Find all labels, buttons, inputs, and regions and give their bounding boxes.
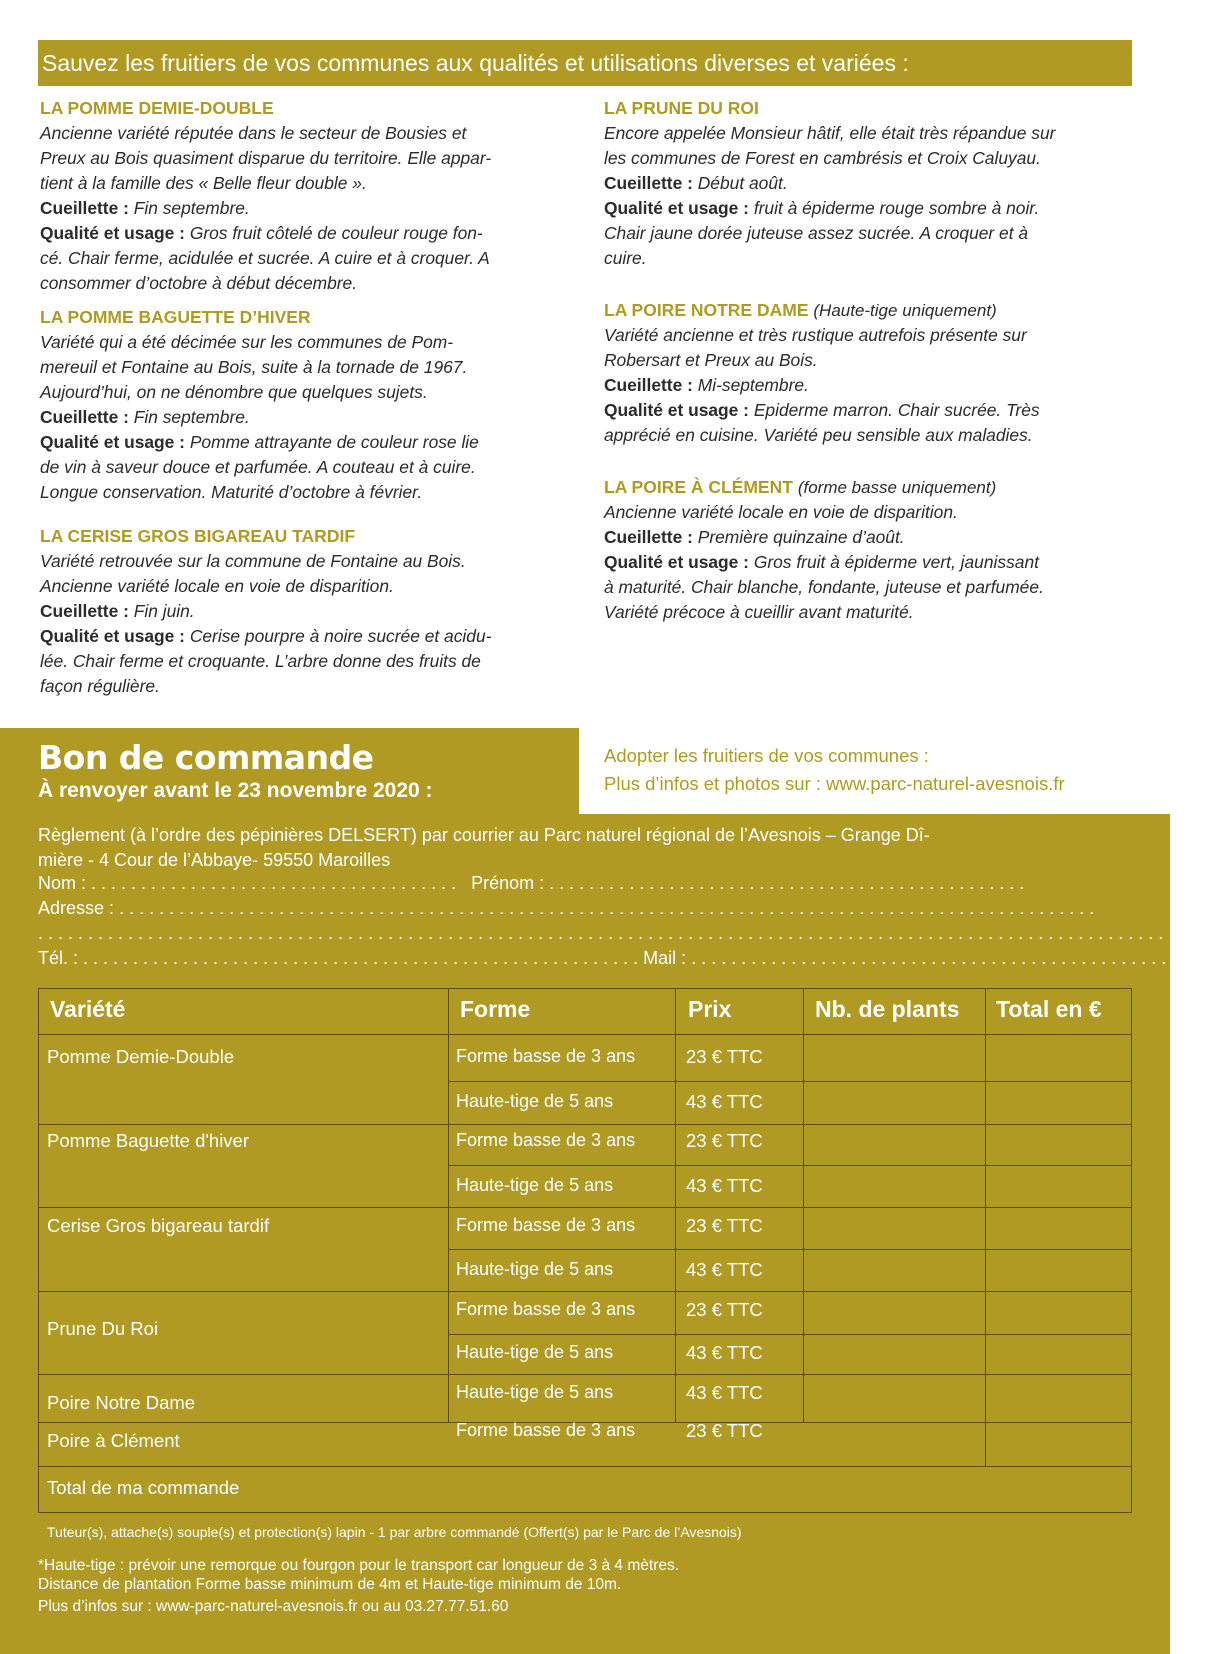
table-border — [985, 988, 986, 1467]
cueillette-value: Fin juin. — [133, 601, 195, 621]
forme-cell: Haute-tige de 5 ans — [456, 1382, 614, 1402]
cueillette-line — [40, 196, 570, 221]
forme-cell: Haute-tige de 5 ans — [456, 1259, 614, 1279]
forme-cell: Haute-tige de 5 ans — [456, 1091, 614, 1111]
qualite-value: à maturité. Chair blanche, fondante, juteuse et parfumée. — [604, 577, 1044, 597]
adopt-link[interactable]: Plus d’infos et photos sur : www.parc-naturel-avesnois.fr — [604, 773, 1065, 794]
qualite-value: Variété précoce à cueillir avant maturité. — [604, 602, 914, 622]
price-cell: 43 € TTC — [686, 1175, 763, 1196]
qualite-line — [40, 624, 570, 649]
nom-label: Nom : — [38, 873, 87, 893]
mail-field[interactable]: . . . . . . . . . . . . . . . . . . . . . . . . . . . . . . . . . . . . . . . . . . . . . . . . . . . . . . — [691, 948, 1226, 968]
variety-cell: Poire à Clément — [47, 1430, 180, 1451]
qualite-label: Qualité et usage : — [40, 432, 185, 452]
table-border — [448, 988, 449, 1423]
table-border — [448, 1249, 1132, 1250]
qualite-label: Qualité et usage : — [604, 552, 749, 572]
address-field-line-2[interactable]: . . . . . . . . . . . . . . . . . . . . . . . . . . . . . . . . . . . . . . . . . . . . . . . . . . . . . . . . . . . . . . . . . . . . . . . . . . . . . . . . . . . . . . . . . . . . . . . . . . . . . . . . . . . . . . . . . — [38, 923, 1164, 943]
variety-title: LA POMME BAGUETTE D’HIVER — [40, 307, 311, 327]
price-cell: 23 € TTC — [686, 1420, 763, 1441]
prenom-label: Prénom : — [471, 873, 545, 893]
variety-cell: Cerise Gros bigareau tardif — [47, 1215, 270, 1236]
footnote-line: *Haute-tige : prévoir une remorque ou fourgon pour le transport car longueur de 3 à 4 mètres. — [38, 1557, 680, 1574]
varieties-left-column — [40, 96, 570, 708]
prenom-field[interactable]: . . . . . . . . . . . . . . . . . . . . . . . . . . . . . . . . . . . . . . . . . . . . . . . . — [549, 873, 1025, 893]
qualite-line — [604, 398, 1134, 423]
reglement-line: mière - 4 Cour de l’Abbaye- 59550 Maroilles — [38, 850, 391, 870]
adopt-info — [604, 742, 1065, 798]
tel-field[interactable]: . . . . . . . . . . . . . . . . . . . . . . . . . . . . . . . . . . . . . . . . . . . . . . . . . . . . . . . . — [83, 948, 639, 968]
footnote-line: Plus d’infos sur : www-parc-naturel-avesnois.fr ou au 03.27.77.51.60 — [38, 1598, 509, 1615]
qualite-value: apprécié en cuisine. Variété peu sensible aux maladies. — [604, 425, 1033, 445]
variety-description — [40, 121, 570, 196]
table-border — [38, 1207, 1132, 1208]
cueillette-value: Fin septembre. — [133, 198, 250, 218]
variety-poire-a-clement — [604, 475, 1134, 625]
cueillette-label: Cueillette : — [40, 198, 129, 218]
cueillette-line — [604, 525, 1134, 550]
qualite-label: Qualité et usage : — [604, 198, 749, 218]
variety-cell: Pomme Baguette d'hiver — [47, 1130, 250, 1151]
order-table — [38, 988, 1132, 1513]
cueillette-line — [40, 599, 570, 624]
desc-line: tient à la famille des « Belle fleur double ». — [40, 173, 367, 193]
qualite-value: Longue conservation. Maturité d’octobre à février. — [40, 482, 423, 502]
qualite-value: Cerise pourpre à noire sucrée et acidu- — [189, 626, 492, 646]
table-border — [448, 1081, 1132, 1082]
qualite-value: Epiderme marron. Chair sucrée. Très — [753, 400, 1040, 420]
desc-line: mereuil et Fontaine au Bois, suite à la tornade de 1967. — [40, 357, 468, 377]
cueillette-label: Cueillette : — [40, 601, 129, 621]
header-variete: Variété — [50, 996, 126, 1022]
qualite-value: consommer d’octobre à début décembre. — [40, 273, 358, 293]
adresse-field[interactable]: . . . . . . . . . . . . . . . . . . . . . . . . . . . . . . . . . . . . . . . . . . . . . . . . . . . . . . . . . . . . . . . . . . . . . . . . . . . . . . . . . . . . . . . . . . . . . . . . . . — [119, 898, 1095, 918]
variety-title-text: LA POIRE À CLÉMENT — [604, 477, 793, 497]
table-border — [38, 1034, 1132, 1035]
qualite-value: Gros fruit côtelé de couleur rouge fon- — [189, 223, 483, 243]
desc-line: Preux au Bois quasiment disparue du territoire. Elle appar- — [40, 148, 492, 168]
forme-cell: Forme basse de 3 ans — [456, 1130, 636, 1150]
payment-instructions — [38, 823, 1138, 873]
desc-line: Ancienne variété locale en voie de disparition. — [40, 576, 394, 596]
desc-line: Robersart et Preux au Bois. — [604, 350, 818, 370]
variety-title: LA POMME DEMIE-DOUBLE — [40, 98, 274, 118]
price-cell: 23 € TTC — [686, 1299, 763, 1320]
variety-pomme-demie-double — [40, 96, 570, 296]
table-border — [803, 988, 804, 1423]
adopt-line: Adopter les fruitiers de vos communes : — [604, 745, 929, 766]
qualite-value: façon régulière. — [40, 676, 160, 696]
variety-title-note: (Haute-tige uniquement) — [813, 301, 997, 320]
banner-heading: Sauvez les fruitiers de vos communes aux qualités et utilisations diverses et variées : — [38, 40, 1132, 86]
cueillette-label: Cueillette : — [604, 375, 693, 395]
table-border — [38, 1124, 1132, 1125]
name-fields-line — [38, 873, 1132, 894]
qualite-value: Gros fruit à épiderme vert, jaunissant — [753, 552, 1039, 572]
desc-line: Ancienne variété locale en voie de disparition. — [604, 502, 958, 522]
variety-title-note: (forme basse uniquement) — [797, 478, 997, 497]
forme-cell: Forme basse de 3 ans — [456, 1420, 636, 1440]
price-cell: 43 € TTC — [686, 1342, 763, 1363]
qualite-label: Qualité et usage : — [604, 400, 749, 420]
forme-cell: Forme basse de 3 ans — [456, 1046, 636, 1066]
table-border — [38, 988, 1132, 989]
footnote-line: Distance de plantation Forme basse minimum de 4m et Haute-tige minimum de 10m. — [38, 1576, 622, 1593]
variety-title: LA PRUNE DU ROI — [604, 98, 759, 118]
table-border — [448, 1165, 1132, 1166]
cueillette-label: Cueillette : — [604, 173, 693, 193]
cueillette-line — [604, 171, 1134, 196]
variety-poire-notre-dame — [604, 298, 1134, 448]
table-border — [38, 988, 39, 1513]
order-deadline: À renvoyer avant le 23 novembre 2020 : — [38, 779, 433, 802]
variety-description — [40, 330, 570, 405]
variety-title-text: LA POIRE NOTRE DAME — [604, 300, 809, 320]
price-cell: 43 € TTC — [686, 1382, 763, 1403]
price-cell: 23 € TTC — [686, 1215, 763, 1236]
header-total: Total en € — [996, 996, 1102, 1022]
varieties-right-column — [604, 96, 1134, 634]
qualite-value: cé. Chair ferme, acidulée et sucrée. A cuire et à croquer. A — [40, 248, 490, 268]
variety-cell: Poire Notre Dame — [47, 1392, 196, 1413]
footnote — [38, 1556, 679, 1616]
tel-label: Tél. : — [38, 948, 79, 968]
table-border — [38, 1512, 1132, 1513]
table-border — [38, 1291, 1132, 1292]
qualite-label: Qualité et usage : — [40, 223, 185, 243]
variety-title — [604, 475, 1134, 500]
forme-cell: Haute-tige de 5 ans — [456, 1175, 614, 1195]
desc-line: Ancienne variété réputée dans le secteur de Bousies et — [40, 123, 467, 143]
desc-line: Variété qui a été décimée sur les communes de Pom- — [40, 332, 454, 352]
variety-prune-du-roi — [604, 96, 1134, 271]
address-field-line — [38, 898, 1132, 919]
qualite-value: fruit à épiderme rouge sombre à noir. — [753, 198, 1040, 218]
forme-cell: Forme basse de 3 ans — [456, 1299, 636, 1319]
qualite-value: cuire. — [604, 248, 647, 268]
cueillette-value: Fin septembre. — [133, 407, 250, 427]
qualite-line — [604, 550, 1134, 575]
order-form-title: Bon de commande — [38, 738, 374, 777]
cueillette-value: Mi-septembre. — [697, 375, 809, 395]
qualite-line — [40, 430, 570, 455]
cueillette-line — [40, 405, 570, 430]
table-border — [38, 1466, 1132, 1467]
price-cell: 43 € TTC — [686, 1259, 763, 1280]
cueillette-value: Début août. — [697, 173, 788, 193]
qualite-value: de vin à saveur douce et parfumée. A couteau et à cuire. — [40, 457, 476, 477]
qualite-value: lée. Chair ferme et croquante. L’arbre donne des fruits de — [40, 651, 481, 671]
cueillette-label: Cueillette : — [40, 407, 129, 427]
variety-cerise-gros-bigareau — [40, 524, 570, 699]
cueillette-line — [604, 373, 1134, 398]
total-label: Total de ma commande — [47, 1477, 240, 1498]
table-border — [675, 988, 676, 1423]
forme-cell: Haute-tige de 5 ans — [456, 1342, 614, 1362]
header-nb-plants: Nb. de plants — [815, 996, 960, 1022]
price-cell: 23 € TTC — [686, 1046, 763, 1067]
accessories-note: Tuteur(s), attache(s) souple(s) et protection(s) lapin - 1 par arbre commandé (Offert(s) par le Parc de l’Avesnois) — [47, 1524, 742, 1540]
mail-label: Mail : — [643, 948, 687, 968]
cueillette-label: Cueillette : — [604, 527, 693, 547]
table-border — [448, 1334, 1132, 1335]
variety-description — [604, 323, 1134, 373]
price-cell: 43 € TTC — [686, 1091, 763, 1112]
variety-title: LA CERISE GROS BIGAREAU TARDIF — [40, 526, 356, 546]
table-border — [1131, 988, 1132, 1513]
table-border — [38, 1374, 1132, 1375]
forme-cell: Forme basse de 3 ans — [456, 1215, 636, 1235]
desc-line: Aujourd’hui, on ne dénombre que quelques sujets. — [40, 382, 428, 402]
variety-description — [604, 500, 1134, 525]
qualite-line — [40, 221, 570, 246]
variety-title — [604, 298, 1134, 323]
desc-line: Variété ancienne et très rustique autrefois présente sur — [604, 325, 1027, 345]
qualite-value: Chair jaune dorée juteuse assez sucrée. A croquer et à — [604, 223, 1029, 243]
qualite-label: Qualité et usage : — [40, 626, 185, 646]
reglement-line: Règlement (à l’ordre des pépinières DELSERT) par courrier au Parc naturel régional de l’Avesnois – Grange Dî- — [38, 825, 930, 845]
cueillette-value: Première quinzaine d’août. — [697, 527, 905, 547]
variety-description — [40, 549, 570, 599]
qualite-line — [604, 196, 1134, 221]
variety-cell: Pomme Demie-Double — [47, 1046, 235, 1067]
desc-line: Variété retrouvée sur la commune de Fontaine au Bois. — [40, 551, 466, 571]
desc-line: les communes de Forest en cambrésis et Croix Caluyau. — [604, 148, 1041, 168]
nom-field[interactable]: . . . . . . . . . . . . . . . . . . . . . . . . . . . . . . . . . . . . . — [91, 873, 467, 893]
variety-pomme-baguette-hiver — [40, 305, 570, 505]
variety-description — [604, 121, 1134, 171]
contact-fields-line — [38, 948, 1226, 969]
header-forme: Forme — [460, 996, 531, 1022]
qualite-value: Pomme attrayante de couleur rose lie — [189, 432, 479, 452]
header-prix: Prix — [688, 996, 732, 1022]
price-cell: 23 € TTC — [686, 1130, 763, 1151]
adresse-label: Adresse : — [38, 898, 115, 918]
desc-line: Encore appelée Monsieur hâtif, elle était très répandue sur — [604, 123, 1056, 143]
variety-cell: Prune Du Roi — [47, 1318, 159, 1339]
